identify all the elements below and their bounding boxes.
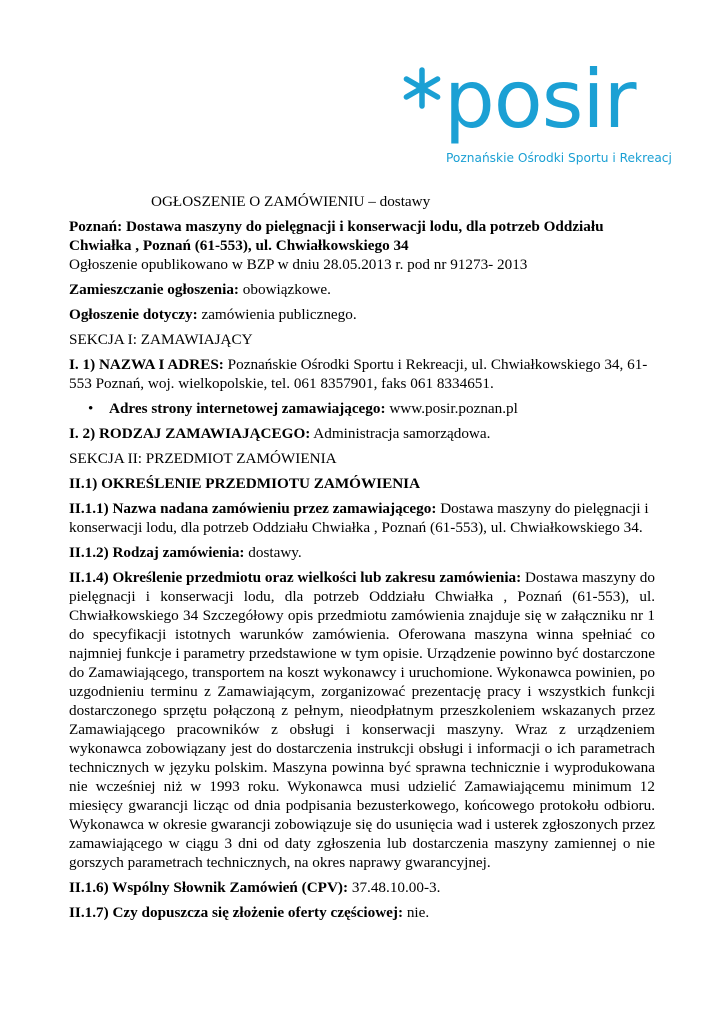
contract-scope-value: Dostawa maszyny do pielęgnacji i konserwacji lodu, dla potrzeb Oddziału Chwiałka , Poznań (61-553), ul. Chwiałkowskiego 34 Szczegółowy opis przedmiotu zamówienia znajduje się w załączniku nr 1 do specyfikacji istotnych warunków zamówienia. Oferowana maszyna winna spełniać co najmniej funkcje i parametry przedstawione w tym opisie. Urządzenie powinno być dostarczone do Zamawiającego, transportem na koszt wykonawcy i uruchomione. Wykonawca powinien, po uzgodnieniu terminu z Zamawiającym, zorganizować prezentację pracy i wszystkich funkcji dostarczonego sprzętu połączoną z pełnym, nieodpłatnym przeszkoleniem wskazanych przez Zamawiającego pracowników z obsługi i konserwacji maszyny. Wraz z urządzeniem wykonawca zobowiązany jest do dostarczenia instrukcji obsługi i informacji o ich parametrach technicznych w języku polskim. Maszyna powinna być sprawna technicznie i wyprodukowana nie wcześniej niż w 1993 roku. Wykonawca musi udzielić Zamawiającemu minimum 12 miesięcy gwarancji licząc od dnia podpisania bezusterkowego, końcowego protokołu odbioru. Wykonawca w okresie gwarancji zobowiązuje się do usunięcia wad i usterek zgłoszonych przez zamawiającego w ciągu 3 dni od daty zgłoszenia lub dostarczenia maszyny zamiennej o nie gorszych parametrach technicznych, na okres naprawy gwarancyjnej. bbox=[69, 569, 655, 871]
partial-offer-line bbox=[69, 903, 655, 922]
publication-info: Ogłoszenie opublikowano w BZP w dniu 28.05.2013 r. pod nr 91273- 2013 bbox=[69, 256, 528, 273]
contract-scope-paragraph bbox=[69, 568, 655, 872]
contracting-type-line bbox=[69, 424, 655, 443]
cpv-line bbox=[69, 878, 655, 897]
contract-type-label: II.1.2) Rodzaj zamówienia: bbox=[69, 544, 245, 561]
website-item bbox=[69, 399, 655, 418]
website-list bbox=[69, 399, 655, 418]
concerns-line bbox=[69, 305, 655, 324]
contract-type-value: dostawy. bbox=[244, 544, 302, 561]
notice-header bbox=[69, 217, 655, 274]
placement-value: obowiązkowe. bbox=[238, 281, 331, 298]
contract-name-label: II.1.1) Nazwa nadana zamówieniu przez zamawiającego: bbox=[69, 500, 437, 517]
cpv-value: 37.48.10.00-3. bbox=[348, 879, 441, 896]
contract-name-value: Dostawa maszyny do pielęgnacji i konserwacji lodu, dla potrzeb Oddziału Chwiałka , Poznań (61-553), ul. Chwiałkowskiego 34. bbox=[69, 500, 649, 536]
asterisk-icon bbox=[400, 66, 444, 110]
bullet-icon: • bbox=[88, 400, 94, 417]
document-title: OGŁOSZENIE O ZAMÓWIENIU – dostawy bbox=[151, 193, 431, 210]
document-body bbox=[69, 192, 655, 928]
contract-name-line bbox=[69, 499, 655, 537]
logo-tagline: Poznańskie Ośrodki Sportu i Rekreacj bbox=[446, 151, 672, 165]
concerns-value: zamówienia publicznego. bbox=[197, 306, 357, 323]
cpv-label: II.1.6) Wspólny Słownik Zamówień (CPV): bbox=[69, 879, 349, 896]
concerns-label: Ogłoszenie dotyczy: bbox=[69, 306, 198, 323]
partial-offer-value: nie. bbox=[403, 904, 430, 921]
partial-offer-label: II.1.7) Czy dopuszcza się złożenie oferty częściowej: bbox=[69, 904, 404, 921]
section-2-heading: SEKCJA II: PRZEDMIOT ZAMÓWIENIA bbox=[69, 450, 337, 467]
contracting-type-value: Administracja samorządowa. bbox=[310, 425, 491, 442]
contracting-type-label: I. 2) RODZAJ ZAMAWIAJĄCEGO: bbox=[69, 425, 311, 442]
section-1-heading: SEKCJA I: ZAMAWIAJĄCY bbox=[69, 331, 253, 348]
contract-scope-label: II.1.4) Określenie przedmiotu oraz wielkości lub zakresu zamówienia: bbox=[69, 569, 522, 586]
logo-wordmark: posir bbox=[444, 53, 636, 146]
placement-line bbox=[69, 280, 655, 299]
website-label: Adres strony internetowej zamawiającego: bbox=[109, 400, 386, 417]
name-address-label: I. 1) NAZWA I ADRES: bbox=[69, 356, 224, 373]
subject-heading-text: II.1) OKREŚLENIE PRZEDMIOTU ZAMÓWIENIA bbox=[69, 475, 421, 492]
subject-heading bbox=[69, 474, 655, 493]
name-address-line bbox=[69, 355, 655, 393]
website-value: www.posir.poznan.pl bbox=[385, 400, 518, 417]
contract-type-line bbox=[69, 543, 655, 562]
name-address-value: Poznańskie Ośrodki Sportu i Rekreacji, ul. Chwiałkowskiego 34, 61-553 Poznań, woj. wielkopolskie, tel. 061 8357901, faks 061 8334651. bbox=[69, 356, 648, 392]
posir-logo bbox=[400, 53, 672, 178]
notice-heading: Poznań: Dostawa maszyny do pielęgnacji i konserwacji lodu, dla potrzeb Oddziału Chwiałka , Poznań (61-553), ul. Chwiałkowskiego 34 bbox=[69, 218, 604, 254]
placement-label: Zamieszczanie ogłoszenia: bbox=[69, 281, 239, 298]
